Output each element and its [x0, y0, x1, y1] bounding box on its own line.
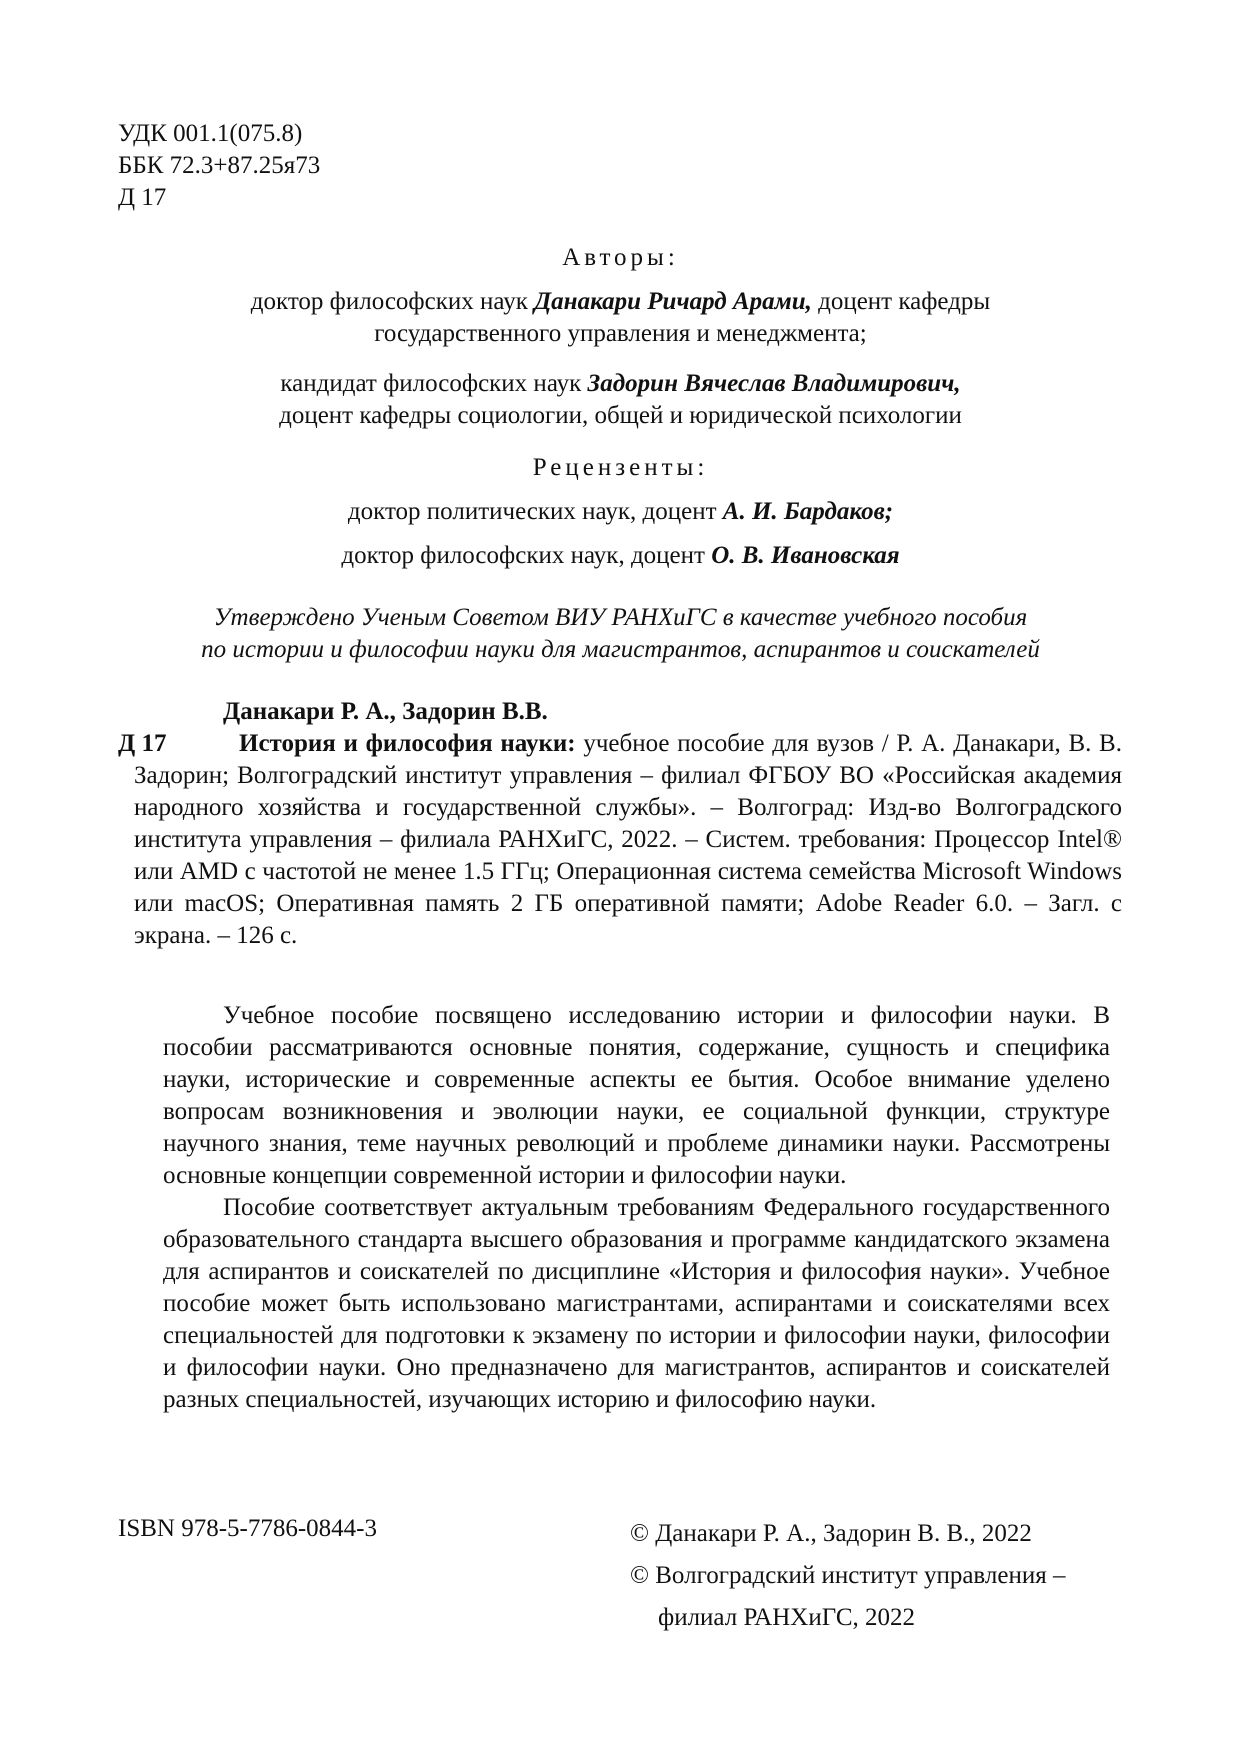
author-1-position: доцент кафедры — [811, 288, 991, 315]
approval-line-2: по истории и философии науки для магистрантов, аспирантов и соискателей — [201, 636, 1040, 663]
reviewer-1 — [0, 496, 1241, 528]
classification-block — [118, 118, 320, 214]
biblio-text — [118, 728, 1122, 952]
author-1-name: Данакари Ричард Арами, — [534, 288, 812, 315]
author-mark: Д 17 — [118, 184, 167, 211]
copyright-institute-cont: филиал РАНХиГС, 2022 — [658, 1604, 916, 1631]
biblio-title: История и философия науки: — [239, 730, 576, 757]
udk-code: УДК 001.1(075.8) — [118, 120, 303, 147]
copyright-authors: © Данакари Р. А., Задорин В. В., 2022 — [630, 1520, 1032, 1547]
isbn: ISBN 978-5-7786-0844-3 — [118, 1515, 378, 1542]
abstract-paragraph-1: Учебное пособие посвящено исследованию истории и философии науки. В пособии рассматриваются основные понятия, содержание, сущность и специфика науки, исторические и современные аспекты ее бытия. Особое внимание уделено вопросам возникновения и эволюции науки, ее социальной функции, структуре научного знания, теме научных революций и проблеме динамики науки. Рассмотрены основные концепции современной истории и философии науки. — [163, 1002, 1110, 1189]
author-2 — [0, 368, 1241, 432]
reviewer-2 — [0, 540, 1241, 572]
reviewers-heading: Рецензенты: — [532, 454, 709, 481]
reviewer-2-degree: доктор философских наук, доцент — [341, 542, 712, 569]
reviewer-1-name: А. И. Бардаков; — [722, 498, 894, 525]
copyright-block — [630, 1513, 1065, 1639]
author-1-degree: доктор философских наук — [250, 288, 535, 315]
copyright-institute: © Волгоградский институт управления – — [630, 1562, 1066, 1589]
author-1 — [0, 286, 1241, 350]
bibliographic-record — [118, 696, 1122, 952]
biblio-authors: Данакари Р. А., Задорин В.В. — [223, 698, 548, 725]
author-1-department: государственного управления и менеджмента; — [374, 320, 867, 347]
biblio-code: Д 17 — [118, 730, 167, 757]
authors-heading: Авторы: — [562, 244, 679, 271]
biblio-entry — [118, 728, 1122, 952]
approval-statement — [0, 602, 1241, 666]
author-2-name: Задорин Вячеслав Владимирович, — [587, 370, 961, 397]
abstract-paragraph-2: Пособие соответствует актуальным требованиям Федерального государственного образовательного стандарта высшего образования и программе кандидатского экзамена для аспирантов и соискателей по дисциплине «История и философия науки». Учебное пособие может быть использовано магистрантами, аспирантами и соискателями всех специальностей для подготовки к экзамену по истории и философии науки, философии и философии науки. Оно предназначено для магистрантов, аспирантов и соискателей разных специальностей, изучающих историю и философию науки. — [163, 1194, 1110, 1413]
abstract — [163, 1000, 1110, 1416]
reviewer-1-degree: доктор политических наук, доцент — [347, 498, 723, 525]
author-2-degree: кандидат философских наук — [280, 370, 588, 397]
biblio-description: учебное пособие для вузов / Р. А. Данакари, В. В. Задорин; Волгоградский институт управления – филиал ФГБОУ ВО «Российская академия народного хозяйства и государственной службы». – Волгоград: Изд-во Волгоградского института управления – филиала РАНХиГС, 2022. – Систем. требования: Процессор Intel® или AMD с частотой не менее 1.5 ГГц; Операционная система семейства Microsoft Windows или macOS; Оперативная память 2 ГБ оперативной памяти; Adobe Reader 6.0. – Загл. с экрана. – 126 с. — [134, 730, 1122, 949]
author-2-department: доцент кафедры социологии, общей и юридической психологии — [279, 402, 962, 429]
approval-line-1: Утверждено Ученым Советом ВИУ РАНХиГС в качестве учебного пособия — [213, 604, 1028, 631]
bbk-code: ББК 72.3+87.25я73 — [118, 152, 321, 179]
reviewer-2-name: О. В. Ивановская — [711, 542, 900, 569]
